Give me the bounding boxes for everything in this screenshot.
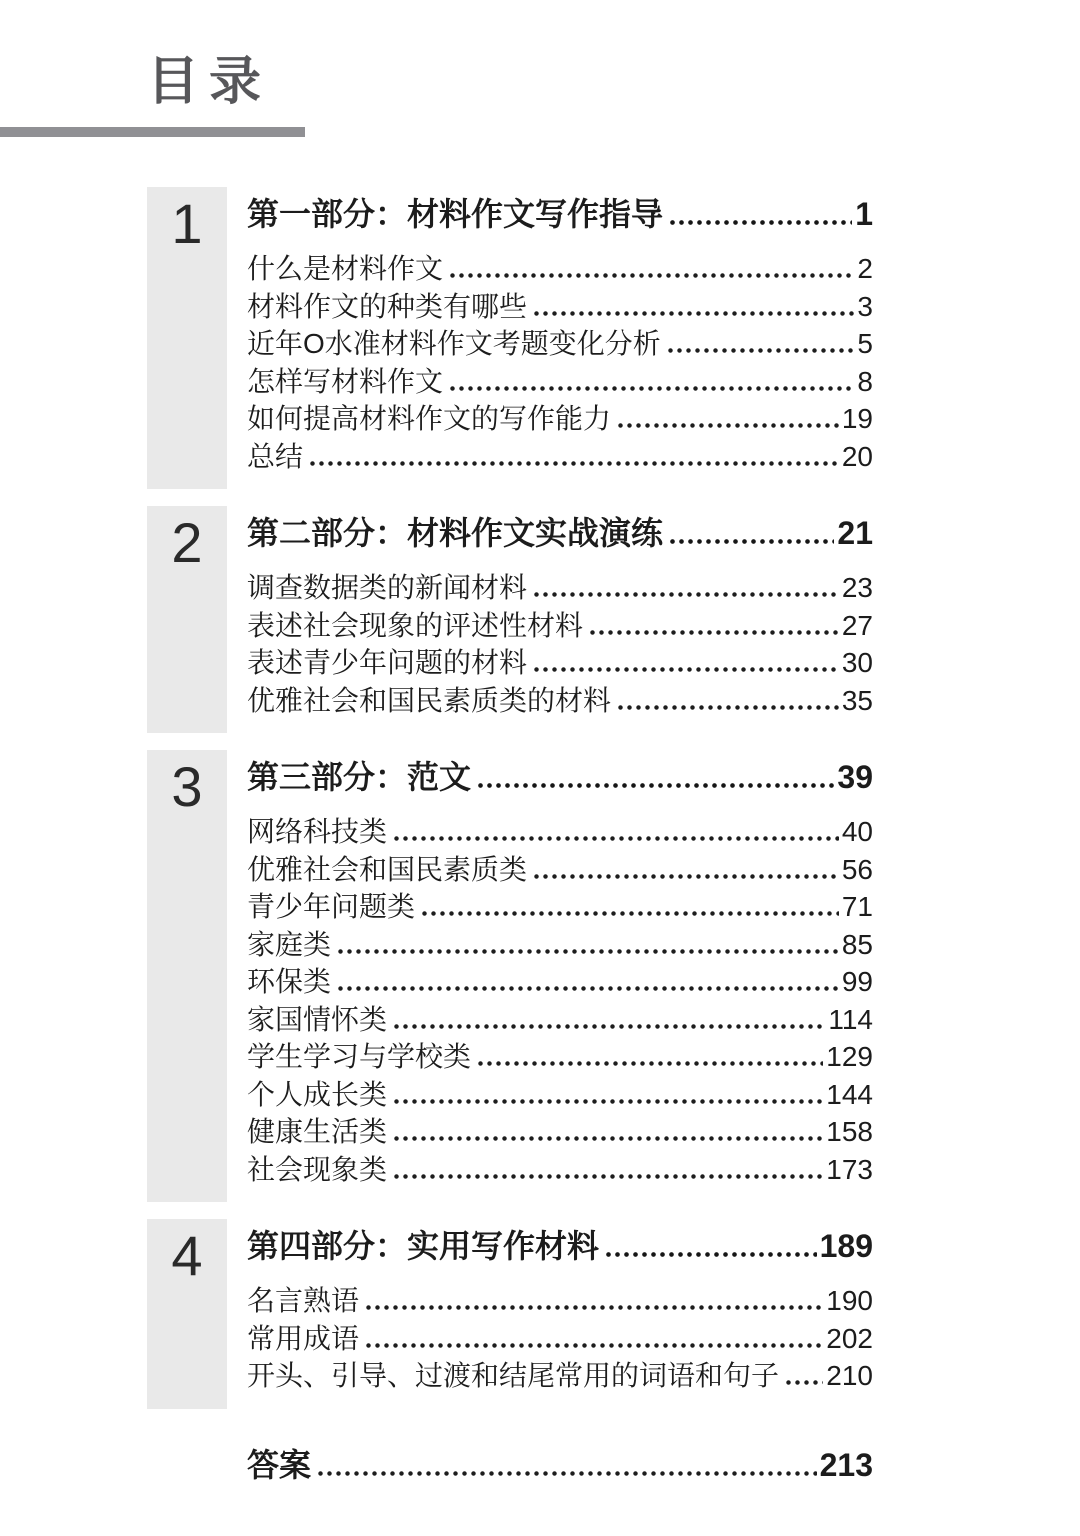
entry-page: 129 [826,1041,873,1073]
toc-heading [247,754,873,800]
entry-title: 总结 [247,440,304,472]
entry-page: 85 [841,928,873,960]
dot-leader [786,1380,823,1385]
toc-section-3 [147,750,873,1202]
section-number: 2 [171,511,203,575]
entry-title: 个人成长类 [247,1078,388,1110]
dot-leader [394,1174,823,1179]
dot-leader [394,1136,823,1141]
entry-title: 第二部分：材料作文实战演练 [247,515,664,552]
entry-title: 学生学习与学校类 [247,1041,472,1073]
dot-leader [534,311,854,316]
toc-entry [247,400,873,438]
toc-heading [247,191,873,237]
entry-title: 什么是材料作文 [247,253,444,285]
entry-page: 8 [857,365,873,397]
page-title: 目录 [147,53,272,111]
entry-title: 优雅社会和国民素质类 [247,853,528,885]
dot-leader [478,1061,823,1066]
entry-page: 158 [826,1116,873,1148]
entry-page: 21 [837,515,873,552]
toc-entry [247,926,873,964]
toc-entry [247,1113,873,1151]
entry-title: 环保类 [247,966,332,998]
entry-page: 189 [819,1228,873,1265]
dot-leader [618,423,839,428]
dot-leader [618,705,839,710]
entry-page: 30 [841,647,873,679]
toc-entry [247,288,873,326]
entry-page: 71 [841,891,873,923]
dot-leader [590,630,839,635]
toc-entry [247,607,873,645]
title-underline [0,127,305,137]
dot-leader [366,1343,823,1348]
section-entries [247,1219,873,1409]
toc-entry [247,569,873,607]
entry-page: 20 [841,440,873,472]
section-number-badge [147,187,227,489]
dot-leader [534,874,839,879]
entry-page: 5 [857,328,873,360]
dot-leader [394,1024,825,1029]
section-number: 4 [171,1224,203,1288]
answers-entry [247,1442,873,1488]
entry-page: 56 [841,853,873,885]
entry-page: 19 [841,403,873,435]
toc-entry [247,1357,873,1395]
toc-entry [247,963,873,1001]
entry-page: 190 [826,1285,873,1317]
toc-entry [247,1076,873,1114]
section-number: 3 [171,755,203,819]
entry-title: 表述社会现象的评述性材料 [247,609,584,641]
toc-entry [247,363,873,401]
section-number-badge [147,1219,227,1409]
entry-title: 第一部分：材料作文写作指导 [247,196,664,233]
toc-entry [247,1038,873,1076]
toc-section-4 [147,1219,873,1409]
toc-entry [247,250,873,288]
dot-leader [534,667,839,672]
toc-entry [247,1282,873,1320]
dot-leader [422,911,839,916]
dot-leader [670,539,834,544]
entry-title: 如何提高材料作文的写作能力 [247,403,612,435]
dot-leader [394,1099,823,1104]
entry-page: 144 [826,1078,873,1110]
toc-entry [247,1320,873,1358]
entry-title: 开头、引导、过渡和结尾常用的词语和句子 [247,1360,780,1392]
toc-entry [247,813,873,851]
toc-entry [247,851,873,889]
dot-leader [394,836,839,841]
entry-title: 名言熟语 [247,1285,360,1317]
toc-entry [247,682,873,720]
dot-leader [670,220,852,225]
entry-page: 23 [841,572,873,604]
entry-title: 调查数据类的新闻材料 [247,572,528,604]
entry-page: 213 [819,1446,873,1483]
entry-page: 35 [841,684,873,716]
entry-page: 173 [826,1153,873,1185]
dot-leader [310,461,839,466]
section-number-badge [147,506,227,733]
entry-page: 39 [837,759,873,796]
dot-leader [318,1471,817,1476]
dot-leader [366,1305,823,1310]
entry-title: 怎样写材料作文 [247,365,444,397]
entry-page: 210 [826,1360,873,1392]
entry-page: 202 [826,1322,873,1354]
entry-page: 40 [841,816,873,848]
toc-entry [247,888,873,926]
entry-title: 青少年问题类 [247,891,416,923]
entry-title: 网络科技类 [247,816,388,848]
dot-leader [450,386,854,391]
entry-title: 社会现象类 [247,1153,388,1185]
dot-leader [450,273,854,278]
toc-entry [247,325,873,363]
section-entries [247,506,873,733]
entry-page: 1 [855,196,873,233]
section-number-badge [147,750,227,1202]
entry-title: 常用成语 [247,1322,360,1354]
entry-title: 近年O水准材料作文考题变化分析 [247,328,661,360]
entry-title: 家国情怀类 [247,1003,388,1035]
dot-leader [606,1252,817,1257]
toc-entry [247,644,873,682]
toc-entry [247,438,873,476]
section-number: 1 [171,192,203,256]
entry-title: 第三部分：范文 [247,759,472,796]
entry-page: 99 [841,966,873,998]
toc-heading [247,1223,873,1269]
toc-section-1 [147,187,873,489]
entry-title: 材料作文的种类有哪些 [247,290,528,322]
section-entries [247,187,873,489]
entry-title: 表述青少年问题的材料 [247,647,528,679]
toc-entry [247,1151,873,1189]
dot-leader [338,949,839,954]
entry-title: 优雅社会和国民素质类的材料 [247,684,612,716]
toc-section-2 [147,506,873,733]
entry-page: 2 [857,253,873,285]
toc-entry [247,1001,873,1039]
dot-leader [534,592,839,597]
entry-page: 114 [828,1003,873,1035]
section-entries [247,750,873,1202]
toc-heading [247,510,873,556]
entry-title: 健康生活类 [247,1116,388,1148]
dot-leader [478,783,834,788]
dot-leader [338,986,839,991]
entry-page: 27 [841,609,873,641]
dot-leader [668,348,855,353]
entry-title: 答案 [247,1446,312,1483]
entry-page: 3 [857,290,873,322]
entry-title: 家庭类 [247,928,332,960]
entry-title: 第四部分：实用写作材料 [247,1228,600,1265]
